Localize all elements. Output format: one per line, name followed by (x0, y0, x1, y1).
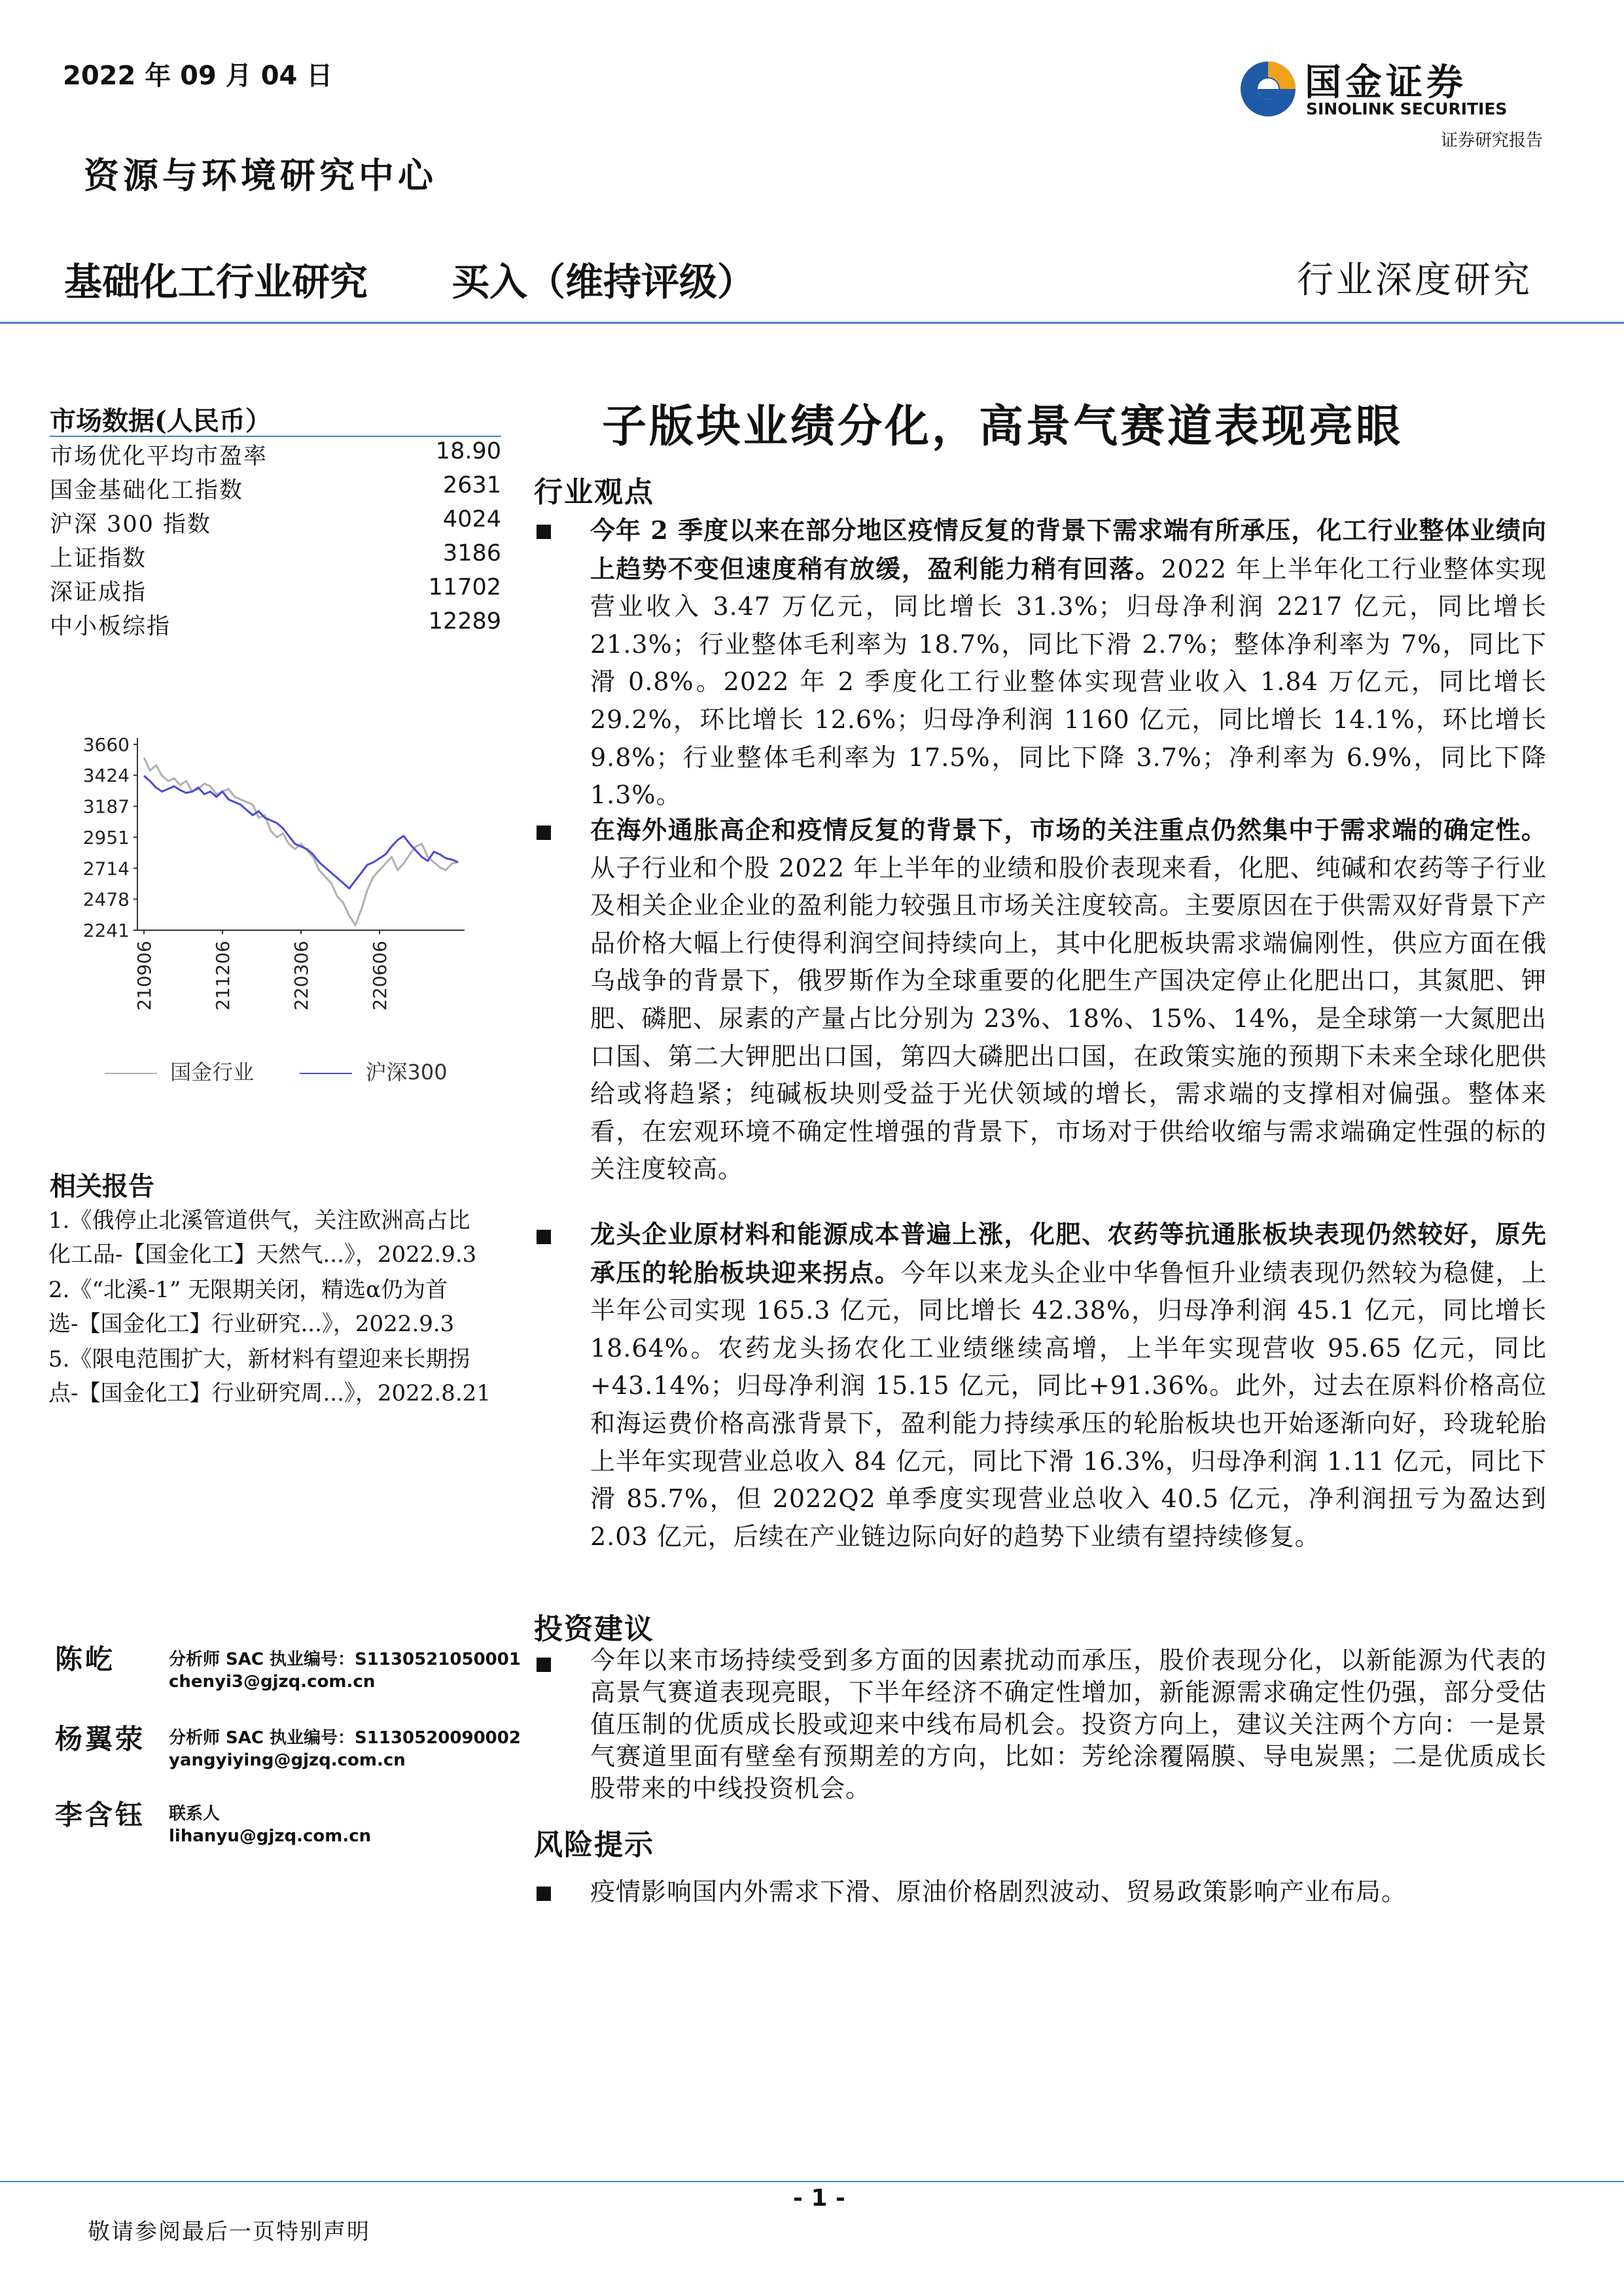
market-row-value: 3186 (442, 540, 501, 566)
report-title: 子版块业绩分化，高景气赛道表现亮眼 (602, 400, 1403, 453)
market-row-label: 国金基础化工指数 (50, 478, 244, 504)
chart-y-tick-label: 3187 (82, 795, 130, 818)
view-paragraph-1-lead: 今年 2 季度以来在部分地区疫情反复的背景下需求端有所承压，化工行业整体业绩向上趋势不变但速度稍有放缓，盈利能力稍有回落。 (590, 515, 1547, 583)
analyst-license: 分析师 SAC 执业编号：S1130521050001 (169, 1650, 521, 1669)
market-row-label: 市场优化平均市盈率 (50, 444, 268, 470)
legend-swatch-industry (105, 1073, 157, 1074)
footer-divider (0, 2181, 1624, 2182)
market-row (50, 472, 501, 506)
document-type: 行业深度研究 (1297, 259, 1532, 302)
page-number: - 1 - (793, 2185, 845, 2212)
chart-series-line-1 (144, 776, 458, 888)
logo-subtitle: 证券研究报告 (1440, 131, 1543, 150)
related-report-item[interactable] (48, 1273, 520, 1341)
view-paragraph-3-body: 今年以来龙头企业中华鲁恒升业绩表现仍然较为稳健，上半年公司实现 165.3 亿元，同比增长 42.38%，归母净利润 45.1 亿元，同比增长 18.64%。农药龙头扬农化工业绩继续高增，上半年实现营收 95.65 亿元，同比+43.14%；归母净利润 15.15 亿元，同比+91.36%。此外，过去在原料价格高位和海运费价格高涨背景下，盈利能力持续承压的轮胎板块也开始逐渐向好，玲珑轮胎上半年实现营业总收入 84 亿元，同比下滑 16.3%，归母净利润 1.11 亿元，同比下滑 85.7%，但 2022Q2 单季度实现营业总收入 40.5 亿元，净利润扭亏为盈达到 2.03 亿元，后续在产业链边际向好的趋势下业绩有望持续修复。 (590, 1258, 1547, 1551)
market-row-value: 12289 (428, 608, 501, 635)
disclaimer-note: 敬请参阅最后一页特别声明 (88, 2219, 370, 2245)
rating: 买入（维持评级） (451, 260, 756, 304)
view-paragraph-3-lead: 龙头企业原材料和能源成本普遍上涨，化肥、农药等抗通胀板块表现仍然较好，原先承压的轮胎板块迎来拐点。 (590, 1219, 1547, 1287)
view-paragraph-1 (590, 512, 1547, 814)
view-paragraph-2 (590, 811, 1547, 1189)
market-row-value: 2631 (442, 472, 501, 498)
price-chart (39, 720, 497, 1086)
analyst-email[interactable]: lihanyu@gjzq.com.cn (169, 1826, 372, 1846)
analyst-info (169, 1648, 521, 1693)
market-row-label: 沪深 300 指数 (50, 512, 212, 538)
market-row (50, 574, 501, 608)
market-row-value: 11702 (428, 574, 501, 600)
related-reports-heading: 相关报告 (50, 1171, 154, 1202)
market-row-value: 18.90 (435, 438, 501, 464)
chart-y-tick-label: 3660 (82, 734, 130, 756)
related-report-line: 选-【国金化工】行业研究...》，2022.9.3 (48, 1311, 455, 1337)
invest-paragraph: 今年以来市场持续受到多方面的因素扰动而承压，股价表现分化，以新能源为代表的高景气赛道表现亮眼，下半年经济不确定性增加，新能源需求确定性仍强，部分受估值压制的优质成长股或迎来中线布局机会。投资方向上，建议关注两个方向：一是景气赛道里面有壁垒有预期差的方向，比如：芳纶涂覆隔膜、导电炭黑；二是优质成长股带来的中线投资机会。 (590, 1646, 1547, 1803)
related-report-line: 1.《俄停止北溪管道供气，关注欧洲高占比 (48, 1208, 470, 1234)
chart-y-tick-label: 3424 (82, 765, 130, 787)
market-row-label: 上证指数 (50, 546, 147, 572)
company-logo (1238, 52, 1545, 126)
analyst-email[interactable]: yangyiying@gjzq.com.cn (169, 1750, 406, 1770)
market-row (50, 540, 501, 574)
logo-en: SINOLINK SECURITIES (1306, 99, 1508, 118)
legend-swatch-hs300 (300, 1073, 352, 1074)
section-heading-view: 行业观点 (534, 476, 654, 509)
related-report-line: 化工品-【国金化工】天然气...》，2022.9.3 (48, 1242, 477, 1268)
bullet-marker (537, 525, 551, 539)
related-report-line: 5.《限电范围扩大，新材料有望迎来长期拐 (48, 1346, 470, 1372)
related-report-line: 点-【国金化工】行业研究周...》，2022.8.21 (48, 1380, 491, 1406)
view-paragraph-3 (590, 1215, 1547, 1556)
chart-y-tick-label: 2951 (82, 826, 130, 848)
legend-label-hs300: 沪深300 (365, 1060, 448, 1085)
chart-y-tick-label: 2241 (82, 920, 130, 941)
chart-legend (105, 1056, 448, 1086)
risk-paragraph: 疫情影响国内外需求下滑、原油价格剧烈波动、贸易政策影响产业布局。 (590, 1877, 1407, 1906)
market-data-heading: 市场数据(人民币） (50, 406, 272, 436)
bullet-marker (537, 826, 551, 840)
view-paragraph-2-body: 从子行业和个股 2022 年上半年的业绩和股价表现来看，化肥、纯碱和农药等子行业及相关企业企业的盈利能力较强且市场关注度较高。主要原因在于供需双好背景下产品价格大幅上行使得利润空间持续向上，其中化肥板块需求端偏刚性，供应方面在俄乌战争的背景下，俄罗斯作为全球重要的化肥生产国决定停止化肥出口，其氮肥、钾肥、磷肥、尿素的产量占比分别为 23%、18%、15%、14%，是全球第一大氮肥出口国、第二大钾肥出口国，第四大磷肥出口国，在政策实施的预期下未来全球化肥供给或将趋紧；纯碱板块则受益于光伏领域的增长，需求端的支撑相对偏强。整体来看，在宏观环境不确定性增强的背景下，市场对于供给收缩与需求端确定性强的标的关注度较高。 (590, 853, 1547, 1184)
header-divider (0, 322, 1624, 324)
chart-x-tick-label: 210906 (133, 941, 155, 1011)
related-report-item[interactable] (48, 1342, 520, 1410)
chart-x-tick-label: 211206 (212, 941, 234, 1011)
bullet-marker (537, 1887, 551, 1901)
market-row (50, 608, 501, 642)
bullet-marker (537, 1658, 551, 1672)
logo-cn: 国金证券 (1305, 61, 1467, 104)
analyst-info (169, 1727, 521, 1771)
industry-name: 基础化工行业研究 (64, 260, 368, 304)
market-row-label: 深证成指 (50, 580, 147, 606)
related-report-line: 2.《“北溪-1” 无限期关闭，精选α仍为首 (48, 1277, 448, 1303)
report-date: 2022 年 09 月 04 日 (63, 61, 333, 91)
related-report-item[interactable] (48, 1204, 520, 1272)
analyst-email[interactable]: chenyi3@gjzq.com.cn (169, 1672, 376, 1692)
analyst-role: 联系人 (169, 1804, 221, 1824)
analyst-name: 陈屹 (55, 1643, 116, 1675)
market-row-label: 中小板综指 (50, 614, 171, 640)
section-heading-invest: 投资建议 (534, 1612, 654, 1646)
market-row (50, 438, 501, 472)
legend-label-industry: 国金行业 (170, 1060, 255, 1085)
analyst-license: 分析师 SAC 执业编号：S1130520090002 (169, 1728, 521, 1748)
view-paragraph-2-lead: 在海外通胀高企和疫情反复的背景下，市场的关注重点仍然集中于需求端的确定性。 (590, 815, 1547, 844)
chart-y-tick-label: 2478 (82, 888, 130, 911)
chart-y-tick-label: 2714 (82, 858, 130, 880)
research-center: 资源与环境研究中心 (84, 154, 437, 196)
market-row (50, 506, 501, 540)
analyst-name: 杨翼荥 (55, 1723, 146, 1755)
view-paragraph-1-body: 2022 年上半年化工行业整体实现营业收入 3.47 万亿元，同比增长 31.3%；归母净利润 2217 亿元，同比增长 21.3%；行业整体毛利率为 18.7%，同比下滑 2.7%；整体净利率为 7%，同比下滑 0.8%。2022 年 2 季度化工行业整体实现营业收入 1.84 万亿元，同比增长 29.2%，环比增长 12.6%；归母净利润 1160 亿元，同比增长 14.1%，环比增长 9.8%；行业整体毛利率为 17.5%，同比下降 3.7%；净利率为 6.9%，同比下降 1.3%。 (590, 554, 1547, 810)
bullet-marker (537, 1230, 551, 1244)
chart-x-tick-label: 220606 (369, 941, 391, 1011)
market-data-divider (50, 436, 501, 437)
section-heading-risk: 风险提示 (534, 1828, 654, 1862)
analyst-name: 李含钰 (55, 1799, 146, 1831)
market-row-value: 4024 (442, 506, 501, 532)
chart-series-line-0 (144, 757, 458, 925)
analyst-info (169, 1803, 371, 1847)
chart-x-tick-label: 220306 (291, 941, 312, 1011)
